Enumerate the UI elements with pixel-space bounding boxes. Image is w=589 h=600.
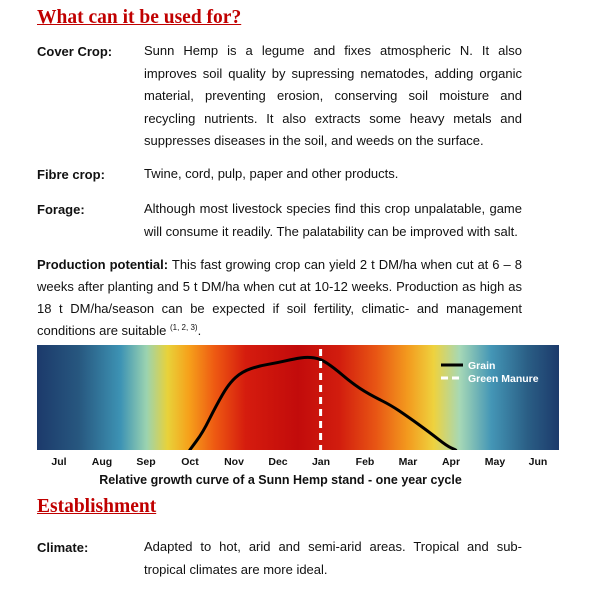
production-paragraph [37,254,522,342]
month-label: Jul [51,456,67,468]
heading-establishment: Establishment [37,496,157,517]
production-text: This fast growing crop can yield 2 t DM/ha when cut at 6 – 8 weeks after planting and 5 t DM/ha when cut at 10-12 weeks. Production as high as 18 t DM/ha/season can be expected if soil fertility, climatic- and management conditions are suitable [37,257,522,338]
month-label: Aug [91,456,113,468]
term-climate: Climate: [37,540,89,555]
month-label: Feb [355,456,375,468]
term-cover-crop: Cover Crop: [37,44,113,59]
heading-uses: What can it be used for? [37,7,242,28]
month-label: Apr [441,456,461,468]
month-label: Sep [136,456,156,468]
month-label: Dec [268,456,288,468]
term-forage: Forage: [37,202,85,217]
chart-caption: Relative growth curve of a Sunn Hemp stand - one year cycle [99,473,462,487]
legend-green-manure-label: Green Manure [468,373,539,385]
month-label: Jan [311,456,331,468]
month-label: May [484,456,506,468]
desc-climate: Adapted to hot, arid and semi-arid areas. Tropical and sub-tropical climates are more ideal. [144,539,522,577]
production-end: . [197,323,202,338]
production-refs: (1, 2, 3) [169,323,198,332]
production-label: Production potential: [37,257,169,272]
desc-fibre-crop: Twine, cord, pulp, paper and other products. [144,166,399,181]
month-label: Nov [224,456,244,468]
term-fibre-crop: Fibre crop: [37,167,105,182]
month-label: Jun [528,456,548,468]
month-label: Oct [181,456,199,468]
desc-cover-crop: Sunn Hemp is a legume and fixes atmospheric N. It also improves soil quality by supressing nematodes, adding organic material, preventing erosion, conserving soil moisture and recycling nutrients. It also extracts some heavy metals and suppresses diseases in the soil, and weeds on the surface. [144,43,522,148]
month-label: Mar [398,456,418,468]
desc-forage: Although most livestock species find this crop unpalatable, game will consume it readily. The palatability can be improved with salt. [144,201,522,239]
legend-grain-label: Grain [468,360,496,372]
growth-curve-chart [37,345,559,450]
